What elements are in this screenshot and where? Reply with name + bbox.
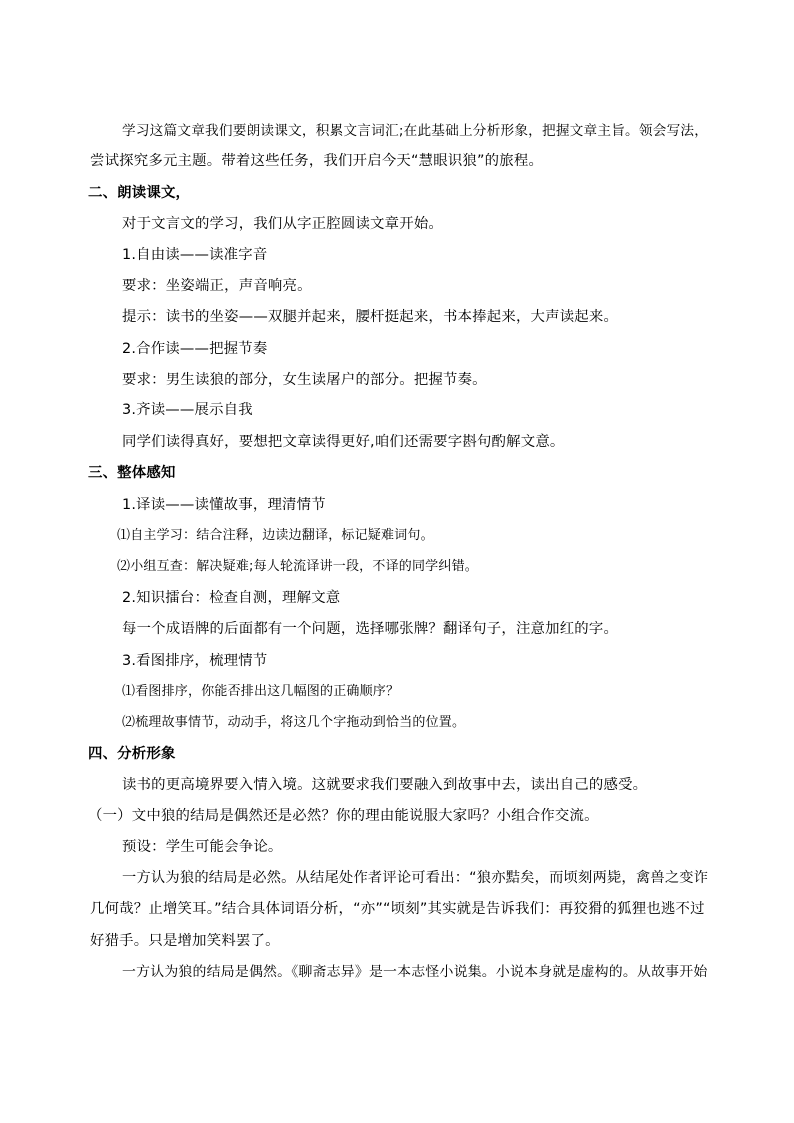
section-heading-image-analysis: 四、分析形象 xyxy=(88,746,176,762)
reading-closing: 同学们读得真好，要想把文章读得更好,咱们还需要字斟句酌解文意。 xyxy=(122,434,565,450)
perception-step-3-title: 3.看图排序，梳理情节 xyxy=(122,653,268,669)
perception-step-1-a: ⑴自主学习：结合注释，边读边翻译，标记疑难词句。 xyxy=(117,528,434,543)
intro-line-1: 学习这篇文章我们要朗读课文，积累文言词汇;在此基础上分析形象，把握文章主旨。领会写法， xyxy=(122,123,709,139)
section-heading-perception: 三、整体感知 xyxy=(88,465,176,481)
reading-step-2-requirement: 要求：男生读狼的部分，女生读屠户的部分。把握节奏。 xyxy=(122,372,487,388)
reading-step-2-title: 2.合作读——把握节奏 xyxy=(122,341,268,357)
reading-step-1-requirement: 要求：坐姿端正，声音响亮。 xyxy=(122,278,312,294)
perception-step-1-b: ⑵小组互查：解决疑难;每人轮流译讲一段，不译的同学纠错。 xyxy=(117,559,478,574)
section-heading-reading: 二、朗读课文， xyxy=(88,185,191,201)
perception-step-1-title: 1.译读——读懂故事，理清情节 xyxy=(122,497,326,513)
reading-intro: 对于文言文的学习，我们从字正腔圆读文章开始。 xyxy=(122,216,443,232)
analysis-question: （一）文中狼的结局是偶然还是必然？你的理由能说服大家吗？小组合作交流。 xyxy=(88,808,599,824)
perception-step-2-desc: 每一个成语牌的后面都有一个问题，选择哪张牌？翻译句子，注意加红的字。 xyxy=(122,621,619,637)
analysis-view-1-line-3: 好猎手。只是增加笑料罢了。 xyxy=(90,933,280,949)
analysis-view-1-line-2: 几何哉？止增笑耳。”结合具体词语分析，“亦”“顷刻”其实就是告诉我们：再狡猾的狐狸也逃不过 xyxy=(90,901,705,917)
analysis-preset: 预设：学生可能会争论。 xyxy=(122,839,283,855)
perception-step-2-title: 2.知识擂台：检查自测，理解文意 xyxy=(122,590,341,606)
reading-step-1-title: 1.自由读——读准字音 xyxy=(122,247,268,263)
intro-line-2: 尝试探究多元主题。带着这些任务，我们开启今天“慧眼识狼”的旅程。 xyxy=(90,153,544,169)
reading-step-3-title: 3.齐读——展示自我 xyxy=(122,402,253,418)
perception-step-3-b: ⑵梳理故事情节，动动手，将这几个字拖动到恰当的位置。 xyxy=(122,715,466,730)
reading-step-1-tip: 提示：读书的坐姿——双腿并起来，腰杆挺起来，书本捧起来，大声读起来。 xyxy=(122,309,619,325)
analysis-view-2-line-1: 一方认为狼的结局是偶然。《聊斋志异》是一本志怪小说集。小说本身就是虚构的。从故事开始 xyxy=(122,964,708,980)
analysis-intro: 读书的更高境界要入情入境。这就要求我们要融入到故事中去，读出自己的感受。 xyxy=(122,777,648,793)
perception-step-3-a: ⑴看图排序，你能否排出这几幅图的正确顺序？ xyxy=(122,684,400,699)
analysis-view-1-line-1: 一方认为狼的结局是必然。从结尾处作者评论可看出：“狼亦黠矣，而顷刻两毙，禽兽之变诈 xyxy=(122,870,709,886)
